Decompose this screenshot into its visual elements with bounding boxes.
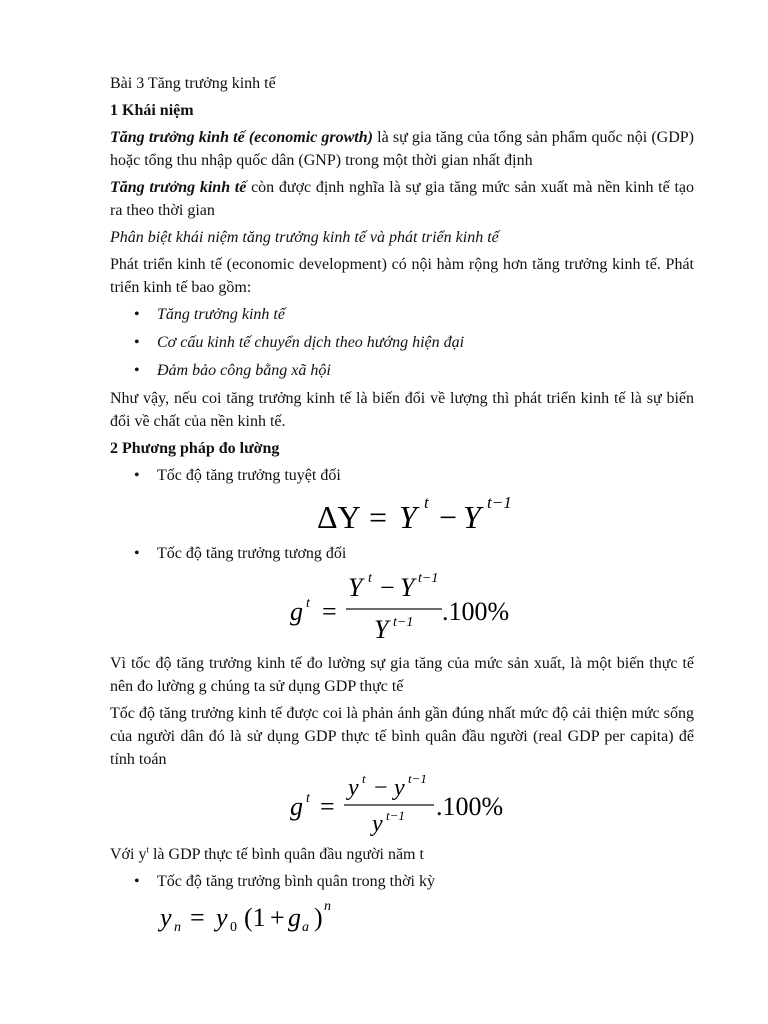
svg-text:t: t [424, 493, 429, 512]
svg-text:−: − [439, 499, 458, 535]
definition-paragraph-2 [110, 176, 694, 222]
svg-text:t−1: t−1 [393, 615, 414, 630]
svg-text:Y: Y [400, 573, 415, 602]
svg-text:n: n [324, 899, 331, 914]
section-heading-concept: 1 Khái niệm [110, 102, 194, 119]
svg-text:t−1: t−1 [418, 571, 439, 586]
list-item: • Cơ cấu kinh tế chuyển dịch theo hướng hiện đại [110, 331, 694, 354]
per-capita-definition: Với $y^t$ là GDP thực tế bình quân đầu người năm t [110, 844, 424, 863]
svg-text:=: = [190, 903, 205, 932]
development-list [110, 303, 694, 382]
document-body [110, 72, 694, 945]
bullet-icon: • [134, 334, 140, 351]
svg-text:t: t [368, 571, 372, 586]
formula-text: ΔY [317, 499, 361, 535]
definition-paragraph-1 [110, 126, 694, 172]
list-item: • Tốc độ tăng trưởng tương đối [110, 542, 694, 565]
svg-text:y: y [160, 903, 172, 932]
bullet-icon: • [134, 362, 140, 379]
definition-term-2: Tăng trưởng kinh tế [110, 179, 247, 196]
svg-text:y: y [372, 811, 383, 837]
per-capita-paragraph: Tốc độ tăng trưởng kinh tế được coi là phản ánh gần đúng nhất mức độ cải thiện mức sống của người dân đó là sử dụng GDP thực tế bình quân đầu người (real GDP per capita) để tính toán [110, 705, 694, 768]
lesson-title: Bài 3 Tăng trưởng kinh tế [110, 75, 276, 92]
bullet-icon: • [134, 467, 140, 484]
svg-text:Y: Y [463, 499, 481, 535]
svg-text:=: = [369, 499, 388, 535]
measurement-list-relative [110, 542, 694, 565]
svg-text:.100%: .100% [442, 597, 510, 626]
list-item: • Tốc độ tăng trưởng bình quân trong thời kỳ [110, 870, 694, 893]
conclusion-paragraph: Như vậy, nếu coi tăng trưởng kinh tế là biến đổi về lượng thì phát triển kinh tế là sự biến đổi về chất của nền kinh tế. [110, 390, 694, 430]
formula-average-growth [110, 898, 694, 945]
distinguish-note: Phân biệt khái niệm tăng trưởng kinh tế và phát triển kinh tế [110, 229, 499, 246]
svg-text:g: g [290, 792, 303, 821]
bullet-icon: • [134, 306, 140, 323]
svg-text:t: t [306, 791, 310, 806]
bullet-icon: • [134, 545, 140, 562]
svg-text:y: y [348, 775, 359, 801]
svg-text:Y: Y [374, 615, 389, 644]
svg-text:t−1: t−1 [487, 493, 512, 512]
svg-text:=: = [322, 597, 337, 626]
svg-text:Y: Y [348, 573, 363, 602]
svg-text:+: + [270, 903, 285, 932]
formula-relative-growth [110, 570, 694, 646]
list-item: • Tốc độ tăng trưởng tuyệt đối [110, 464, 694, 487]
svg-text:0: 0 [230, 920, 237, 935]
measurement-list-average [110, 870, 694, 893]
list-item: • Tăng trưởng kinh tế [110, 303, 694, 326]
definition-text-1: là sự gia tăng của tổng sản phẩm quốc nội (GDP) hoặc tổng thu nhập quốc dân (GNP) trong một thời gian nhất định [110, 129, 694, 169]
definition-text-2: còn được định nghĩa là sự gia tăng mức sản xuất mà nền kinh tế tạo ra theo thời gian [110, 179, 694, 219]
svg-text:n: n [174, 920, 181, 935]
svg-text:g: g [290, 597, 303, 626]
svg-text:.100%: .100% [436, 792, 504, 821]
definition-term-1: Tăng trưởng kinh tế (economic growth) [110, 129, 373, 146]
svg-text:a: a [302, 920, 309, 935]
list-item: • Đảm bảo công bằng xã hội [110, 359, 694, 382]
svg-text:y: y [216, 903, 228, 932]
svg-text:−: − [380, 573, 395, 602]
development-paragraph: Phát triển kinh tế (economic development) có nội hàm rộng hơn tăng trưởng kinh tế. Phát triển kinh tế bao gồm: [110, 256, 694, 296]
svg-text:): ) [314, 903, 323, 932]
svg-text:y: y [394, 775, 405, 801]
bullet-icon: • [134, 873, 140, 890]
formula-per-capita-growth [110, 775, 694, 839]
formula-absolute-growth [110, 492, 694, 536]
svg-text:g: g [288, 903, 301, 932]
svg-text:−: − [374, 775, 388, 801]
svg-text:t−1: t−1 [408, 775, 427, 786]
measurement-list-absolute [110, 464, 694, 487]
svg-text:Y: Y [399, 499, 417, 535]
real-gdp-paragraph: Vì tốc độ tăng trưởng kinh tế đo lường sự gia tăng của mức sản xuất, là một biến thực tế nên đo lường g chúng ta sử dụng GDP thực tế [110, 655, 694, 695]
svg-text:(1: (1 [244, 903, 266, 932]
svg-text:t−1: t−1 [386, 808, 405, 823]
svg-text:t: t [306, 596, 310, 611]
section-heading-measurement: 2 Phương pháp đo lường [110, 440, 280, 457]
svg-text:=: = [320, 792, 335, 821]
svg-text:t: t [362, 775, 366, 786]
